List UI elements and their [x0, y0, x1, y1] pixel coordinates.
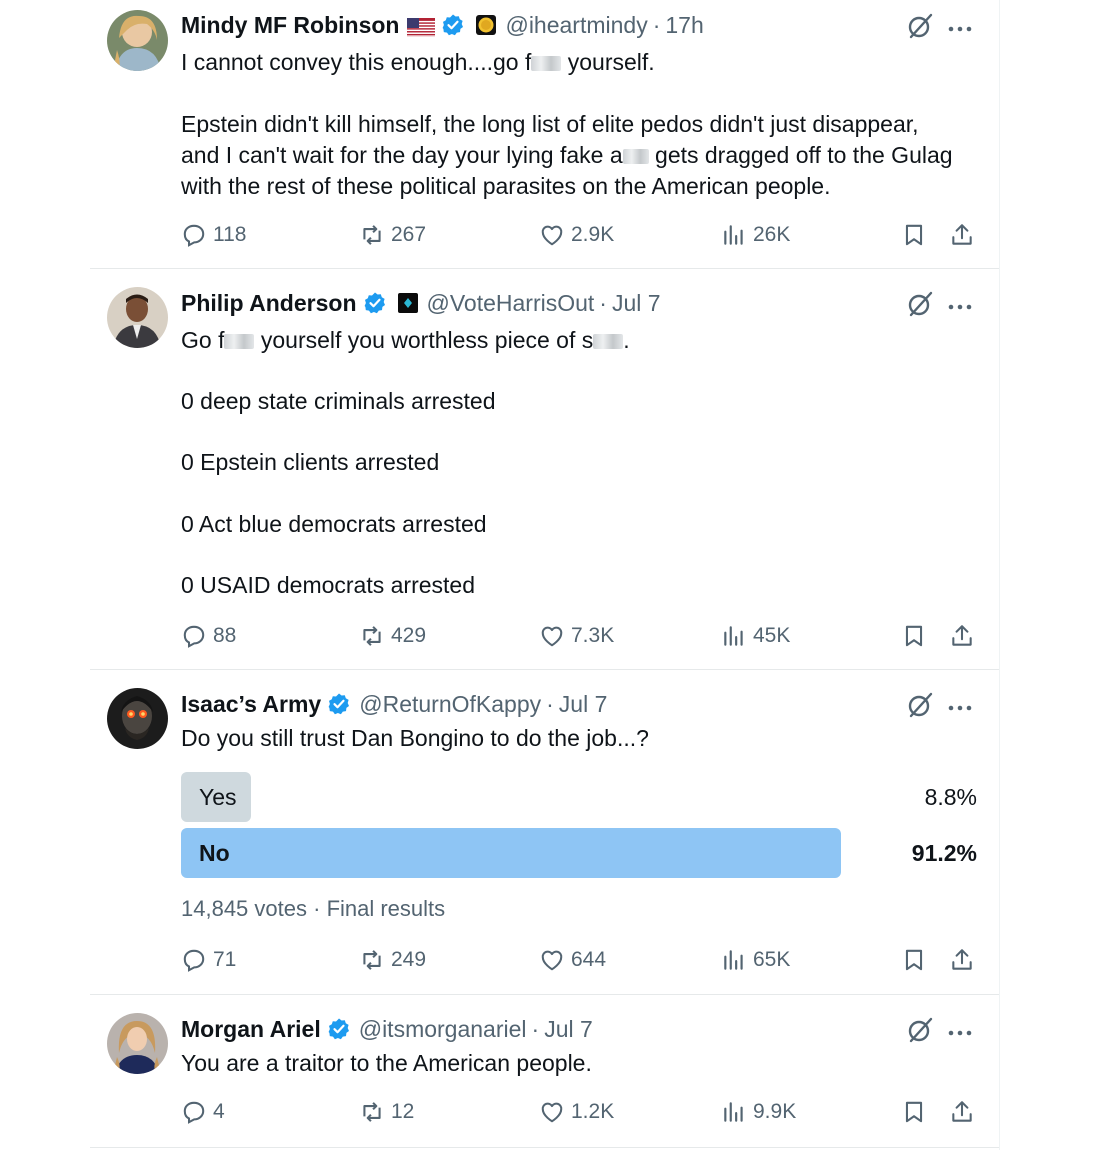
view-count: 65K	[753, 948, 791, 971]
tweet-actions	[181, 621, 981, 651]
reply-icon	[181, 947, 207, 973]
tweet-isaacs-army[interactable]	[90, 670, 999, 995]
user-handle[interactable]: @iheartmindy	[505, 11, 648, 38]
share-icon	[949, 623, 975, 649]
tweet-actions	[181, 220, 981, 250]
tweet-text: You are a traitor to the American people.	[181, 1050, 592, 1076]
poll-option-percent: 91.2%	[911, 840, 977, 866]
separator-dot: ·	[652, 11, 661, 38]
views-button[interactable]	[721, 945, 790, 975]
heart-icon	[539, 947, 565, 973]
view-count: 26K	[753, 223, 791, 246]
grok-icon[interactable]	[906, 691, 934, 719]
tweet-line: and I can't wait for the day your lying fake a	[181, 142, 623, 168]
more-options-icon[interactable]	[948, 21, 972, 31]
repost-icon	[359, 222, 385, 248]
display-name[interactable]: Mindy MF Robinson	[181, 11, 400, 38]
timestamp[interactable]: 17h	[665, 11, 704, 38]
us-flag-emoji	[407, 16, 435, 35]
repost-icon	[359, 623, 385, 649]
grok-icon[interactable]	[906, 290, 934, 318]
poll-status: Final results	[326, 896, 446, 921]
display-name[interactable]: Morgan Ariel	[181, 1015, 321, 1042]
timestamp[interactable]: Jul 7	[558, 690, 608, 717]
reply-icon	[181, 623, 207, 649]
share-icon	[949, 947, 975, 973]
grok-icon[interactable]	[906, 1016, 934, 1044]
timeline-border	[999, 0, 1000, 1150]
poll-option-no	[181, 828, 977, 878]
tweet-header	[181, 689, 607, 719]
timestamp[interactable]: Jul 7	[611, 289, 661, 316]
tweet-header	[181, 288, 661, 318]
like-count: 2.9K	[571, 223, 615, 246]
avatar[interactable]	[107, 10, 168, 71]
separator-dot: ·	[599, 289, 607, 316]
tweet-actions	[181, 1097, 981, 1127]
verified-badge-icon[interactable]	[441, 13, 465, 37]
tweet-divider	[90, 1147, 999, 1148]
analytics-icon	[721, 947, 747, 973]
bookmark-button[interactable]	[901, 1097, 927, 1127]
tweet-line: Go f	[181, 327, 225, 353]
tweet-text: Do you still trust Dan Bongino to do the job...?	[181, 725, 649, 751]
tweet-line: 0 Epstein clients arrested	[181, 449, 440, 476]
share-button[interactable]	[949, 945, 975, 975]
like-button[interactable]	[539, 945, 606, 975]
heart-icon	[539, 623, 565, 649]
tweet-line: with the rest of these political parasites on the American people.	[181, 173, 831, 199]
bookmark-icon	[901, 1099, 927, 1125]
tweet-line: 0 Act blue democrats arrested	[181, 510, 487, 537]
display-name[interactable]: Isaac’s Army	[181, 690, 322, 717]
reply-icon	[181, 222, 207, 248]
poll-option-label: No	[199, 840, 230, 866]
like-count: 1.2K	[571, 1100, 615, 1123]
repost-button[interactable]	[359, 220, 426, 250]
heart-icon	[539, 1099, 565, 1125]
tweet-header	[181, 10, 704, 40]
views-button[interactable]	[721, 1097, 796, 1127]
censor-blur	[623, 149, 649, 164]
verified-badge-icon[interactable]	[363, 291, 387, 315]
repost-icon	[359, 947, 385, 973]
display-name[interactable]: Philip Anderson	[181, 289, 357, 316]
tweet-actions	[181, 945, 981, 975]
tweet-line: I cannot convey this enough....go f	[181, 49, 532, 75]
share-button[interactable]	[949, 621, 975, 651]
separator-dot: ·	[531, 1015, 540, 1042]
more-options-icon[interactable]	[948, 700, 972, 710]
censor-blur	[531, 56, 561, 71]
poll-result-bar	[181, 828, 841, 878]
separator-dot: ·	[313, 896, 327, 921]
tweet-header	[181, 1014, 593, 1044]
views-button[interactable]	[721, 220, 790, 250]
more-options-icon[interactable]	[948, 299, 972, 309]
share-button[interactable]	[949, 220, 975, 250]
share-icon	[949, 1099, 975, 1125]
reply-button[interactable]	[181, 621, 236, 651]
poll-option-label: Yes	[199, 784, 237, 810]
affiliate-badge-icon[interactable]	[397, 292, 419, 314]
share-button[interactable]	[949, 1097, 975, 1127]
tweet-mindy-robinson[interactable]	[90, 0, 999, 269]
poll-option-percent: 8.8%	[924, 784, 977, 810]
separator-dot: ·	[546, 690, 554, 717]
tweet-line: 0 deep state criminals arrested	[181, 388, 496, 415]
reply-count: 118	[213, 223, 247, 246]
like-button[interactable]	[539, 1097, 614, 1127]
bookmark-button[interactable]	[901, 945, 927, 975]
repost-button[interactable]	[359, 621, 426, 651]
tweet-line: Epstein didn't kill himself, the long list of elite pedos didn't just disappear,	[181, 111, 919, 137]
like-count: 644	[571, 948, 607, 971]
repost-button[interactable]	[359, 1097, 414, 1127]
bookmark-icon	[901, 947, 927, 973]
tweet-line: yourself you worthless piece of s	[254, 327, 594, 353]
reply-count: 4	[213, 1100, 225, 1123]
user-handle[interactable]: @ReturnOfKappy	[359, 690, 542, 717]
tweet-morgan-ariel[interactable]	[90, 995, 999, 1148]
reply-button[interactable]	[181, 1097, 225, 1127]
avatar[interactable]	[107, 287, 168, 348]
view-count: 45K	[753, 624, 791, 647]
reply-count: 88	[213, 624, 237, 647]
tweet-text	[181, 325, 630, 600]
share-icon	[949, 222, 975, 248]
view-count: 9.9K	[753, 1100, 797, 1123]
censor-blur	[593, 334, 623, 349]
poll-option-yes	[181, 772, 977, 822]
grok-icon[interactable]	[906, 12, 934, 40]
censor-blur	[224, 334, 254, 349]
repost-button[interactable]	[359, 945, 426, 975]
repost-count: 12	[391, 1100, 415, 1123]
reply-count: 71	[213, 948, 237, 971]
analytics-icon	[721, 222, 747, 248]
timestamp[interactable]: Jul 7	[544, 1015, 593, 1042]
views-button[interactable]	[721, 621, 790, 651]
bookmark-icon	[901, 623, 927, 649]
bookmark-button[interactable]	[901, 621, 927, 651]
tweet-text	[181, 47, 953, 202]
analytics-icon	[721, 1099, 747, 1125]
analytics-icon	[721, 623, 747, 649]
tweet-line: yourself.	[561, 49, 655, 75]
affiliate-badge-icon[interactable]	[475, 14, 497, 36]
poll	[181, 772, 977, 932]
like-button[interactable]	[539, 621, 614, 651]
repost-icon	[359, 1099, 385, 1125]
bookmark-button[interactable]	[901, 220, 927, 250]
like-button[interactable]	[539, 220, 614, 250]
tweet-philip-anderson[interactable]	[90, 269, 999, 670]
avatar[interactable]	[107, 1013, 168, 1074]
reply-button[interactable]	[181, 220, 246, 250]
repost-count: 267	[391, 223, 427, 246]
poll-vote-count: 14,845 votes	[181, 896, 307, 921]
verified-badge-icon[interactable]	[327, 1017, 351, 1041]
avatar[interactable]	[107, 688, 168, 749]
repost-count: 249	[391, 948, 427, 971]
bookmark-icon	[901, 222, 927, 248]
user-handle[interactable]: @VoteHarrisOut	[426, 289, 595, 316]
poll-meta	[181, 896, 445, 922]
tweet-line: 0 USAID democrats arrested	[181, 571, 476, 598]
more-options-icon[interactable]	[948, 1025, 972, 1035]
tweet-line: .	[623, 327, 630, 353]
reply-icon	[181, 1099, 207, 1125]
user-handle[interactable]: @itsmorganariel	[358, 1015, 527, 1042]
verified-badge-icon[interactable]	[327, 692, 351, 716]
heart-icon	[539, 222, 565, 248]
tweet-line: gets dragged off to the Gulag	[648, 142, 953, 168]
reply-button[interactable]	[181, 945, 236, 975]
repost-count: 429	[391, 624, 427, 647]
like-count: 7.3K	[571, 624, 615, 647]
